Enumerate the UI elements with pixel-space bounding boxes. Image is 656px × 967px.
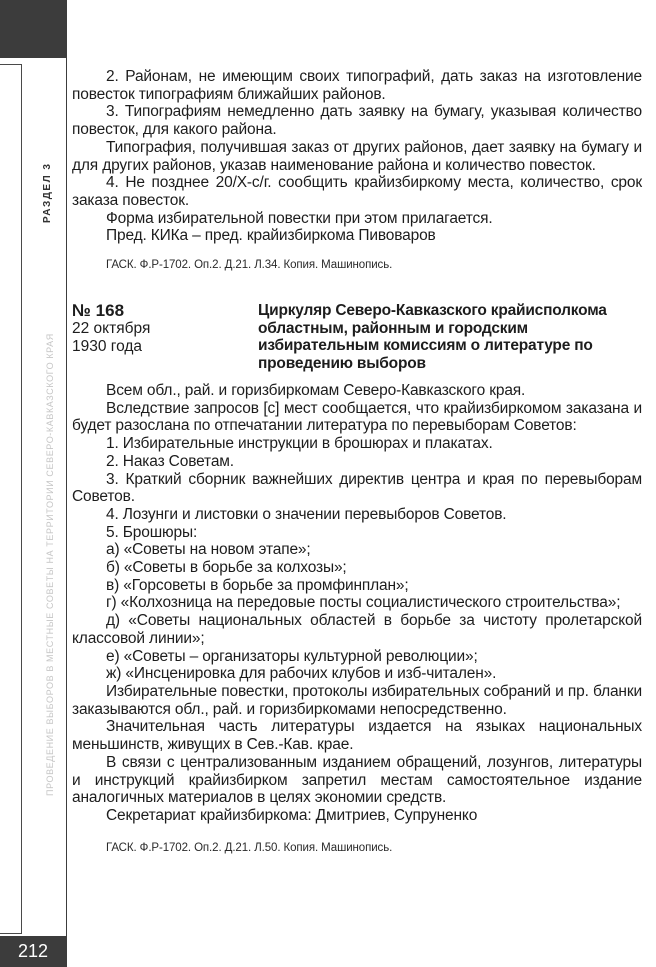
- list-item: 5. Брошюры:: [106, 523, 198, 541]
- paragraph: Избирательные повестки, протоколы избирательных собраний и пр. бланки заказываются обл., рай. и горизбиркомами непосредственно.: [72, 682, 642, 718]
- document-meta: [72, 302, 222, 356]
- list-item: 2. Наказ Советам.: [106, 452, 234, 470]
- document-number: № 168: [72, 301, 125, 321]
- previous-document-tail: [72, 68, 642, 272]
- paragraph: Форма избирательной повестки при этом прилагается.: [106, 209, 493, 227]
- corner-block: [0, 0, 66, 58]
- archive-source: ГАСК. Ф.Р-1702. Оп.2. Д.21. Л.50. Копия. Машинопись.: [106, 841, 393, 854]
- literature-list: [72, 435, 642, 683]
- side-frame: [0, 64, 22, 934]
- page-content: [72, 68, 642, 855]
- list-item: в) «Горсоветы в борьбе за промфинплан»;: [106, 576, 409, 594]
- paragraph: Значительная часть литературы издается на языках национальных меньшинств, живущих в Сев.-Кав. крае.: [72, 718, 642, 754]
- document-year: 1930 года: [72, 338, 143, 356]
- paragraph: 2. Районам, не имеющим своих типографий, дать заказ на изготовление повесток типографиям ближайших районов.: [72, 68, 642, 103]
- list-item: а) «Советы на новом этапе»;: [106, 541, 311, 559]
- list-item: г) «Колхозница на передовые посты социалистического строительства»;: [106, 594, 621, 612]
- series-title: ПРОВЕДЕНИЕ ВЫБОРОВ В МЕСТНЫЕ СОВЕТЫ НА ТЕРРИТОРИИ СЕВЕРО-КАВКАЗСКОГО КРАЯ: [45, 333, 55, 797]
- document-body: [72, 382, 642, 855]
- signature-line: Пред. КИКа – пред. крайизбиркома Пивоваров: [106, 227, 436, 245]
- list-item: б) «Советы в борьбе за колхозы»;: [106, 559, 347, 577]
- document-date: 22 октября: [72, 320, 151, 338]
- archive-source: ГАСК. Ф.Р-1702. Оп.2. Д.21. Л.34. Копия. Машинопись.: [106, 259, 393, 272]
- paragraph: Типография, получившая заказ от других районов, дает заявку на бумагу и для других районов, указав наименование района и количество повесток.: [72, 138, 642, 174]
- list-item: д) «Советы национальных областей в борьбе за чистоту пролетарской классовой линии»;: [72, 612, 642, 647]
- side-rule: [66, 0, 67, 967]
- paragraph: Вследствие запросов [с] мест сообщается, что крайизбиркомом заказана и будет разослана по отпечатании литература по перевыборам Советов:: [72, 399, 642, 435]
- paragraph: В связи с централизованным изданием обращений, лозунгов, литературы и инструкций крайизбирком запретил местам самостоятельное издание аналогичных материалов в целях экономии средств.: [72, 753, 642, 807]
- list-item: 3. Краткий сборник важнейших директив центра и края по перевыборам Советов.: [72, 470, 642, 506]
- list-item: 1. Избирательные инструкции в брошюрах и плакатах.: [106, 435, 493, 453]
- list-item: ж) «Инсценировка для рабочих клубов и изб-читален».: [106, 665, 497, 683]
- document-header: [72, 302, 642, 370]
- page-number: 212: [0, 936, 66, 967]
- signature-line: Секретариат крайизбиркома: Дмитриев, Супруненко: [106, 806, 478, 824]
- list-item: 4. Лозунги и листовки о значении перевыборов Советов.: [106, 505, 507, 523]
- list-item: е) «Советы – организаторы культурной революции»;: [106, 647, 478, 665]
- paragraph: 3. Типографиям немедленно дать заявку на бумагу, указывая количество повесток, для какого района.: [72, 103, 642, 139]
- document-title: Циркуляр Северо-Кавказского крайисполкома областным, районным и городским избирательным комиссиям о литературе по проведению выборов: [258, 302, 607, 372]
- paragraph: 4. Не позднее 20/Х-с/г. сообщить крайизбиркому места, количество, срок заказа повесток.: [72, 174, 642, 209]
- paragraph: Всем обл., рай. и горизбиркомам Северо-Кавказского края.: [106, 382, 526, 400]
- section-label: РАЗДЕЛ 3: [42, 162, 53, 224]
